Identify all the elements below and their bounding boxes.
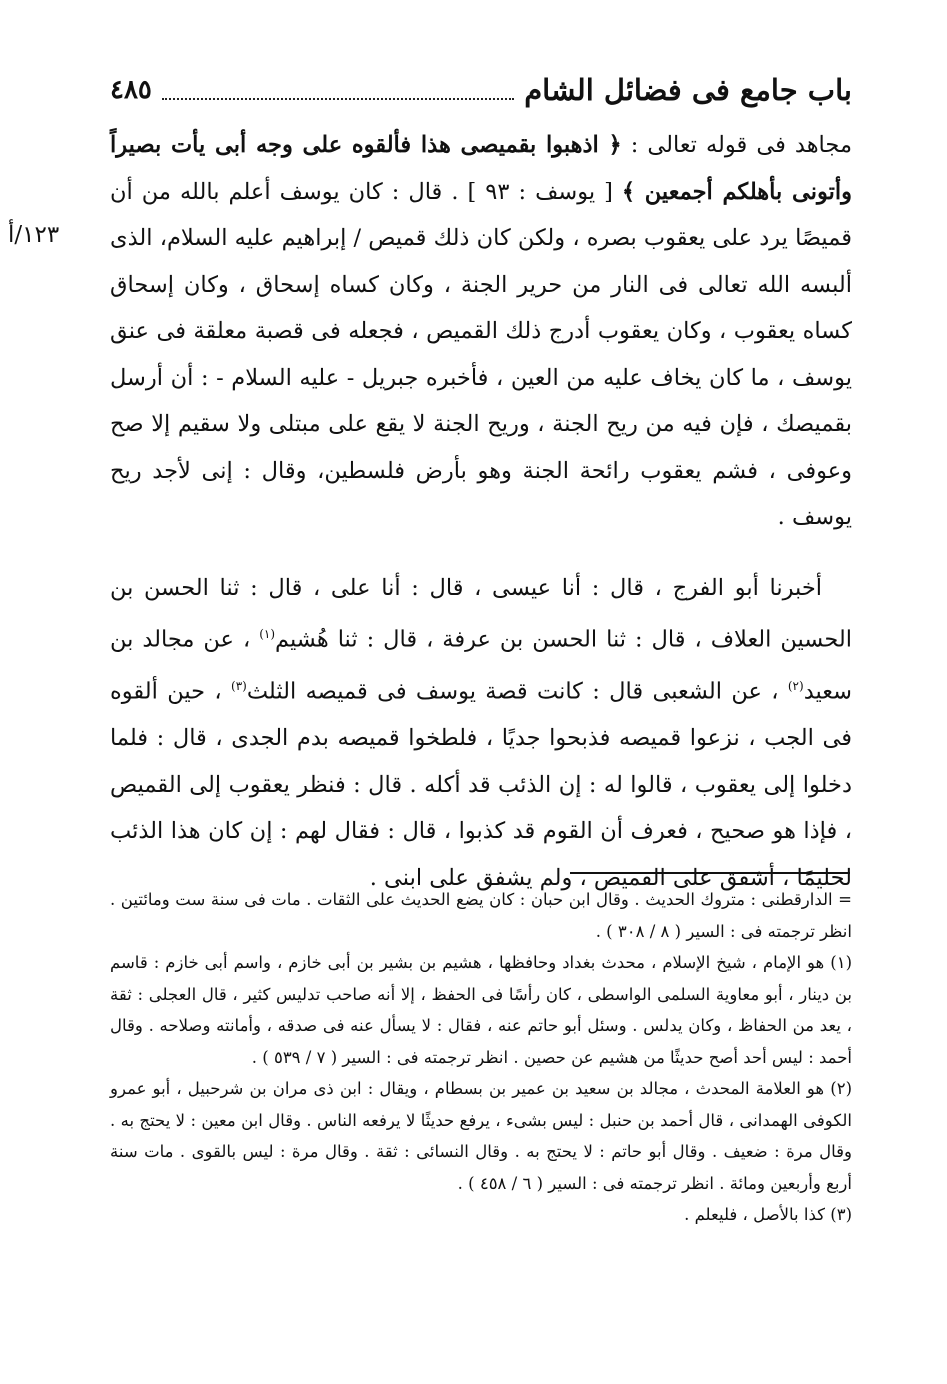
paragraph-2-segment: ، عن الشعبى قال : كانت قصة يوسف فى قميصه الثلث	[246, 678, 788, 705]
manuscript-folio-reference: ١٢٣/أ	[8, 222, 60, 248]
quran-quote: ﴿ اذهبوا بقميصى هذا فألقوه على وجه أبى يأت بصيراً وأتونى بأهلكم أجمعين ﴾	[110, 132, 852, 205]
paragraph-1	[110, 122, 852, 541]
main-text	[110, 122, 852, 901]
paragraph-2	[110, 565, 852, 902]
paragraph-1-body: [ يوسف : ٩٣ ] . قال : كان يوسف أعلم بالله من أن قميصًا يرد على يعقوب بصره ، ولكن كان ذلك قميص / إبراهيم عليه السلام، الذى ألبسه الله تعالى فى النار من حرير الجنة ، وكان كساه إسحاق ، وكان إسحاق كساه يعقوب ، وكان يعقوب أدرج ذلك القميص ، فجعله فى قصبة معلقة فى عنق يوسف ، ما كان يخاف عليه من العين ، فأخبره جبريل - عليه السلام - : أن أرسل بقميصك ، فإن فيه من ريح الجنة ، وريح الجنة لا يقع على مبتلى ولا سقيم إلا صح وعوفى ، فشم يعقوب رائحة الجنة وهو بأرض فلسطين، وقال : إنى لأجد ريح يوسف .	[110, 178, 852, 530]
paragraph-1-intro: مجاهد فى قوله تعالى :	[621, 132, 852, 158]
footnote-marker-3: (٣)	[231, 679, 247, 693]
footnotes	[110, 884, 852, 1231]
chapter-title: باب جامع فى فضائل الشام	[524, 73, 852, 107]
footnote-3: (٣) كذا بالأصل ، فليعلم .	[684, 1205, 852, 1224]
footnote-1: (١) هو الإمام ، شيخ الإسلام ، محدث بغداد وحافظها ، هشيم بن بشير بن أبى خازم ، واسم أبى خازم : قاسم بن دينار ، أبو معاوية السلمى الواسطى ، كان رأسًا فى الحفظ ، إلا أنه صاحب تدليس كثير ، قال العجلى : ثقة ، يعد من الحفاظ ، وكان يدلس . وسئل أبو حاتم عنه ، فقال : لا يسأل عنه فى صدقه ، وأمانته وصلاحه . وقال أحمد : ليس أحد أصح حديثًا من هشيم عن حصين . انظر ترجمته فى : السير ( ٧ / ٥٣٩ ) .	[110, 953, 852, 1067]
footnote-2: (٢) هو العلامة المحدث ، مجالد بن سعيد بن عمير بن بسطام ، ويقال : ابن ذى مران بن شرحبيل ، أبو عمرو الكوفى الهمدانى ، قال أحمد بن حنبل : ليس بشىء ، يرفع حديثًا لا يرفعه الناس . وقال ابن معين : لا يحتج به . وقال مرة : ضعيف . وقال أبو حاتم : لا يحتج به . وقال النسائى : ثقة . وقال مرة : ليس بالقوى . مات سنة أربع وأربعين ومائة . انظر ترجمته فى : السير ( ٦ / ٤٥٨ ) .	[110, 1079, 852, 1193]
dotted-leader	[162, 80, 514, 100]
paragraph-2-segment: أخبرنا أبو الفرج ، قال : أنا عيسى ، قال : أنا على ، قال : ثنا الحسن بن الحسين العلاف ، قال : ثنا الحسن بن عرفة ، قال : ثنا هُشيم	[110, 574, 852, 653]
running-header	[110, 70, 852, 110]
paragraph-2-segment: ، عن مجالد بن سعيد	[110, 626, 852, 705]
footnote-marker-2: (٢)	[787, 679, 804, 693]
footnote-continued: = الدارقطنى : متروك الحديث . وقال ابن حبان : كان يضع الحديث على الثقات . مات فى سنة ست ومائتين . انظر ترجمته فى : السير ( ٨ / ٣٠٨ ) .	[110, 890, 852, 941]
footnote-separator	[570, 872, 850, 874]
page-number: ٤٨٥	[110, 75, 152, 105]
paragraph-2-segment: ، حين ألقوه فى الجب ، نزعوا قميصه فذبحوا جديًا ، فلطخوا قميصه بدم الجدى ، قال : فلما دخلوا إلى يعقوب ، قالوا له : إن الذئب قد أكله . قال : فنظر يعقوب إلى القميص ، فإذا هو صحيح ، فعرف أن القوم قد كذبوا ، قال : فقال لهم : إن كان هذا الذئب لحليمًا ، أشفق على القميص ، ولم يشفق على ابنى .	[110, 678, 852, 891]
footnote-marker-1: (١)	[259, 627, 276, 641]
